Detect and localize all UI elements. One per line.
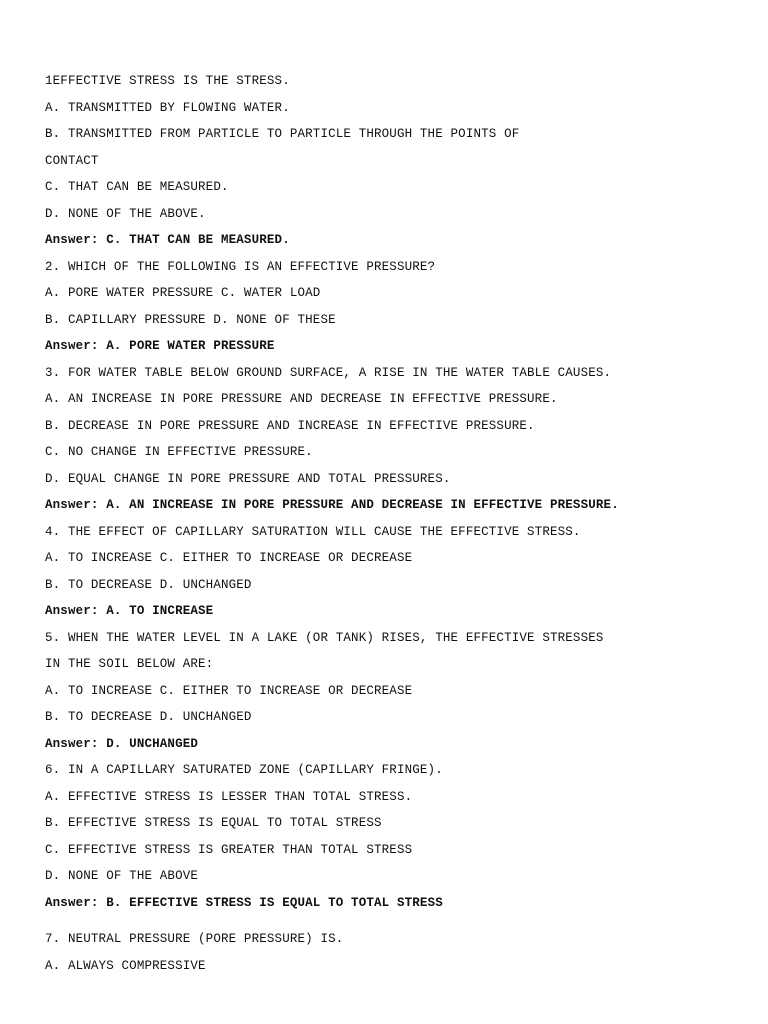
answer-text: Answer: A. PORE WATER PRESSURE bbox=[45, 339, 275, 353]
question-block-1 bbox=[45, 68, 760, 254]
option-text: B. EFFECTIVE STRESS IS EQUAL TO TOTAL STRESS bbox=[45, 816, 382, 830]
option-text: D. EQUAL CHANGE IN PORE PRESSURE AND TOTAL PRESSURES. bbox=[45, 471, 451, 486]
option-text: A. PORE WATER PRESSURE C. WATER LOAD bbox=[45, 286, 321, 300]
question-block-5 bbox=[45, 625, 760, 758]
option-text: B. CAPILLARY PRESSURE D. NONE OF THESE bbox=[45, 312, 336, 327]
option-text: CONTACT bbox=[45, 153, 99, 168]
question-block-4 bbox=[45, 519, 760, 625]
option-text: A. TO INCREASE C. EITHER TO INCREASE OR DECREASE bbox=[45, 683, 413, 698]
answer-text: Answer: C. THAT CAN BE MEASURED. bbox=[45, 233, 290, 247]
option-text: C. THAT CAN BE MEASURED. bbox=[45, 180, 229, 194]
option-text: B. TRANSMITTED FROM PARTICLE TO PARTICLE THROUGH THE POINTS OF bbox=[45, 127, 520, 141]
question-text: 5. WHEN THE WATER LEVEL IN A LAKE (OR TANK) RISES, THE EFFECTIVE STRESSES bbox=[45, 630, 604, 645]
question-text: 1EFFECTIVE STRESS IS THE STRESS. bbox=[45, 74, 290, 88]
answer-text: Answer: A. AN INCREASE IN PORE PRESSURE AND DECREASE IN EFFECTIVE PRESSURE. bbox=[45, 498, 619, 512]
option-text: A. TRANSMITTED BY FLOWING WATER. bbox=[45, 100, 290, 115]
spacer bbox=[45, 916, 760, 926]
question-text: IN THE SOIL BELOW ARE: bbox=[45, 657, 214, 671]
question-block-3 bbox=[45, 360, 760, 519]
question-text: 7. NEUTRAL PRESSURE (PORE PRESSURE) IS. bbox=[45, 932, 344, 946]
answer-text: Answer: B. EFFECTIVE STRESS IS EQUAL TO TOTAL STRESS bbox=[45, 895, 443, 910]
question-text: 3. FOR WATER TABLE BELOW GROUND SURFACE, A RISE IN THE WATER TABLE CAUSES. bbox=[45, 365, 612, 380]
answer-text: Answer: D. UNCHANGED bbox=[45, 736, 199, 751]
document-page bbox=[45, 68, 760, 979]
option-text: A. ALWAYS COMPRESSIVE bbox=[45, 958, 206, 973]
option-text: D. NONE OF THE ABOVE bbox=[45, 869, 199, 883]
question-block-6 bbox=[45, 757, 760, 916]
option-text: C. EFFECTIVE STRESS IS GREATER THAN TOTAL STRESS bbox=[45, 842, 413, 857]
question-text: 4. THE EFFECT OF CAPILLARY SATURATION WILL CAUSE THE EFFECTIVE STRESS. bbox=[45, 524, 581, 539]
option-text: A. TO INCREASE C. EITHER TO INCREASE OR DECREASE bbox=[45, 551, 413, 565]
option-text: B. TO DECREASE D. UNCHANGED bbox=[45, 710, 252, 724]
option-text: B. TO DECREASE D. UNCHANGED bbox=[45, 577, 252, 592]
option-text: B. DECREASE IN PORE PRESSURE AND INCREASE IN EFFECTIVE PRESSURE. bbox=[45, 418, 535, 433]
option-text: C. NO CHANGE IN EFFECTIVE PRESSURE. bbox=[45, 445, 313, 459]
option-text: D. NONE OF THE ABOVE. bbox=[45, 206, 206, 221]
option-text: A. EFFECTIVE STRESS IS LESSER THAN TOTAL STRESS. bbox=[45, 789, 413, 804]
question-block-2 bbox=[45, 254, 760, 360]
answer-text: Answer: A. TO INCREASE bbox=[45, 604, 214, 618]
question-text: 2. WHICH OF THE FOLLOWING IS AN EFFECTIVE PRESSURE? bbox=[45, 259, 436, 274]
question-text: 6. IN A CAPILLARY SATURATED ZONE (CAPILLARY FRINGE). bbox=[45, 763, 443, 777]
question-block-7 bbox=[45, 926, 760, 979]
option-text: A. AN INCREASE IN PORE PRESSURE AND DECREASE IN EFFECTIVE PRESSURE. bbox=[45, 392, 558, 406]
